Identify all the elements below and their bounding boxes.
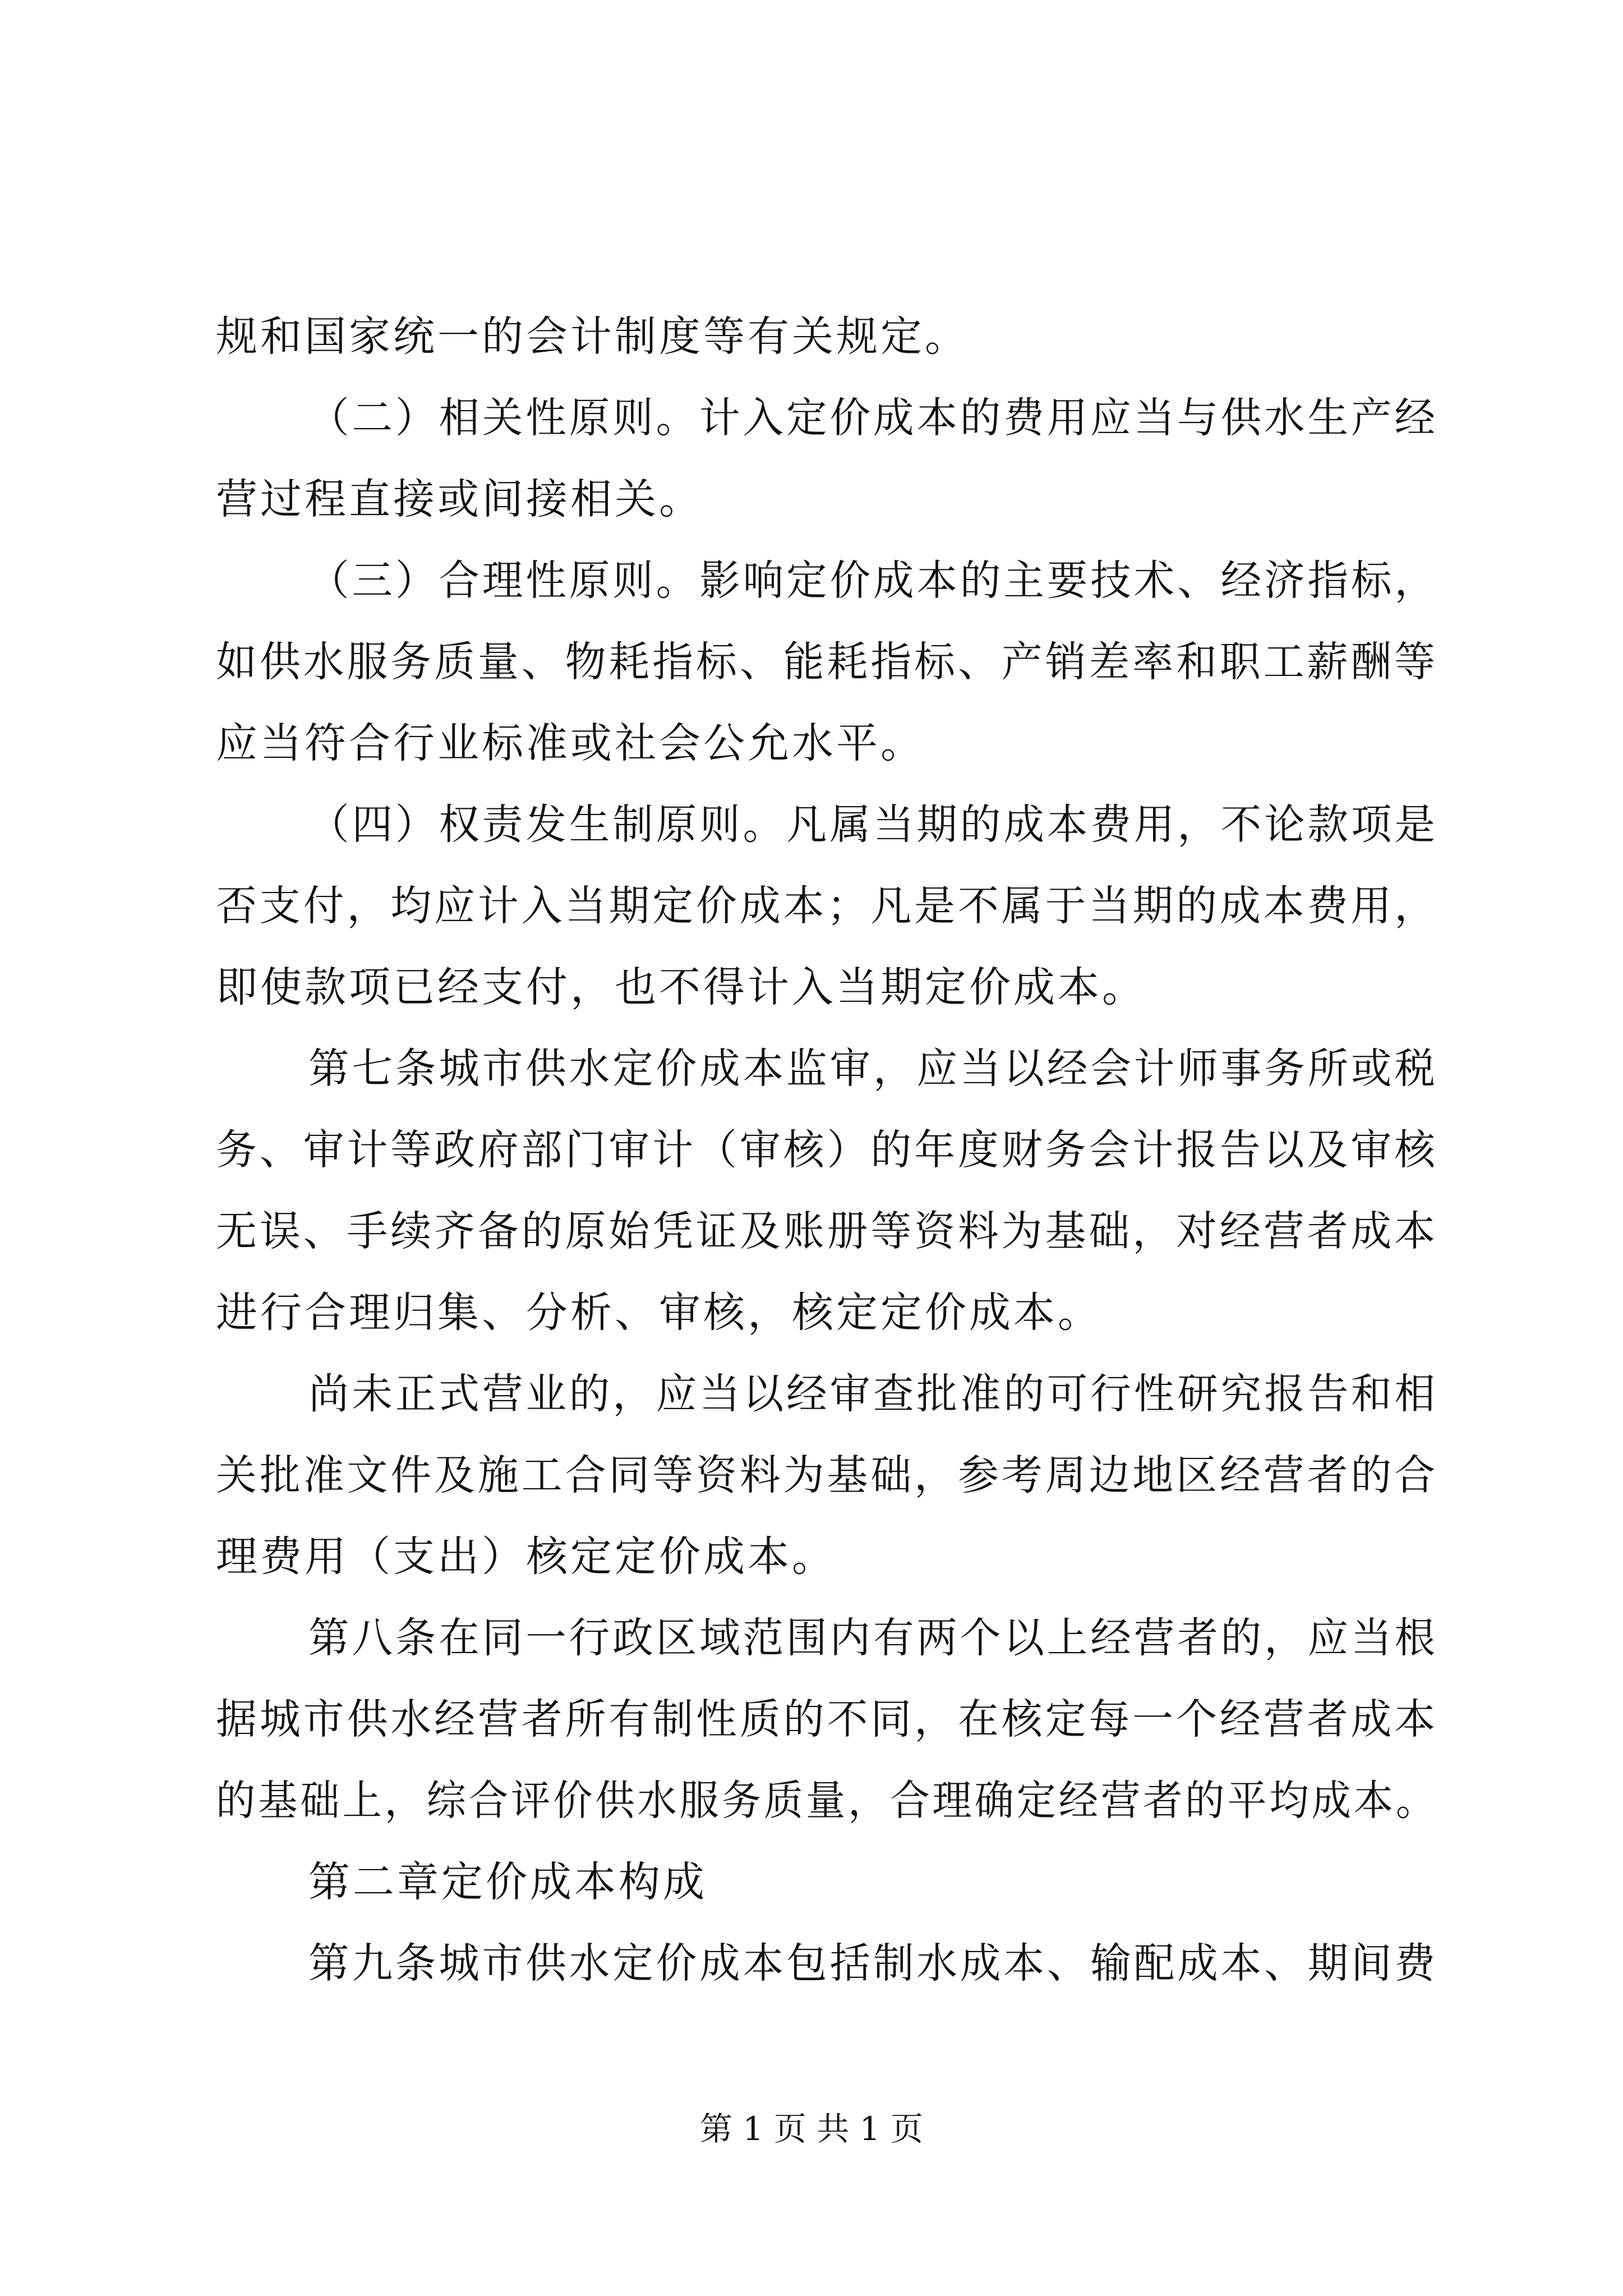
text-line: 第八条在同一行政区域范围内有两个以上经营者的，应当根: [308, 1614, 1438, 1662]
text-line: 规和国家统一的会计制度等有关规定。: [216, 312, 969, 361]
text-line: 无误、手续齐备的原始凭证及账册等资料为基础，对经营者成本: [216, 1207, 1438, 1255]
text-line: 关批准文件及施工合同等资料为基础，参考周边地区经营者的合: [216, 1451, 1438, 1499]
text-line: 尚未正式营业的，应当以经审查批准的可行性研究报告和相: [308, 1370, 1438, 1418]
text-line: 进行合理归集、分析、审核，核定定价成本。: [216, 1289, 1102, 1337]
text-line: 的基础上，综合评价供水服务质量，合理确定经营者的平均成本。: [216, 1777, 1438, 1825]
text-line: 营过程直接或间接相关。: [216, 475, 703, 523]
text-line: （三）合理性原则。影响定价成本的主要技术、经济指标，: [308, 556, 1438, 605]
text-line: （二）相关性原则。计入定价成本的费用应当与供水生产经: [308, 394, 1438, 442]
text-line: 第七条城市供水定价成本监审，应当以经会计师事务所或税: [308, 1045, 1438, 1093]
text-line: （四）权责发生制原则。凡属当期的成本费用，不论款项是: [308, 800, 1438, 849]
text-line: 务、审计等政府部门审计（审核）的年度财务会计报告以及审核: [216, 1126, 1438, 1174]
text-line: 如供水服务质量、物耗指标、能耗指标、产销差率和职工薪酬等: [216, 638, 1438, 686]
text-line: 否支付，均应计入当期定价成本；凡是不属于当期的成本费用，: [216, 882, 1438, 930]
text-line: 即使款项已经支付，也不得计入当期定价成本。: [216, 963, 1146, 1011]
text-line: 第九条城市供水定价成本包括制水成本、输配成本、期间费: [308, 1939, 1438, 1987]
text-line: 理费用（支出）核定定价成本。: [216, 1533, 836, 1581]
section-heading: 第二章定价成本构成: [308, 1858, 707, 1906]
text-line: 应当符合行业标准或社会公允水平。: [216, 719, 925, 767]
page-footer: 第 1 页 共 1 页: [700, 2110, 923, 2148]
text-line: 据城市供水经营者所有制性质的不同，在核定每一个经营者成本: [216, 1695, 1438, 1743]
